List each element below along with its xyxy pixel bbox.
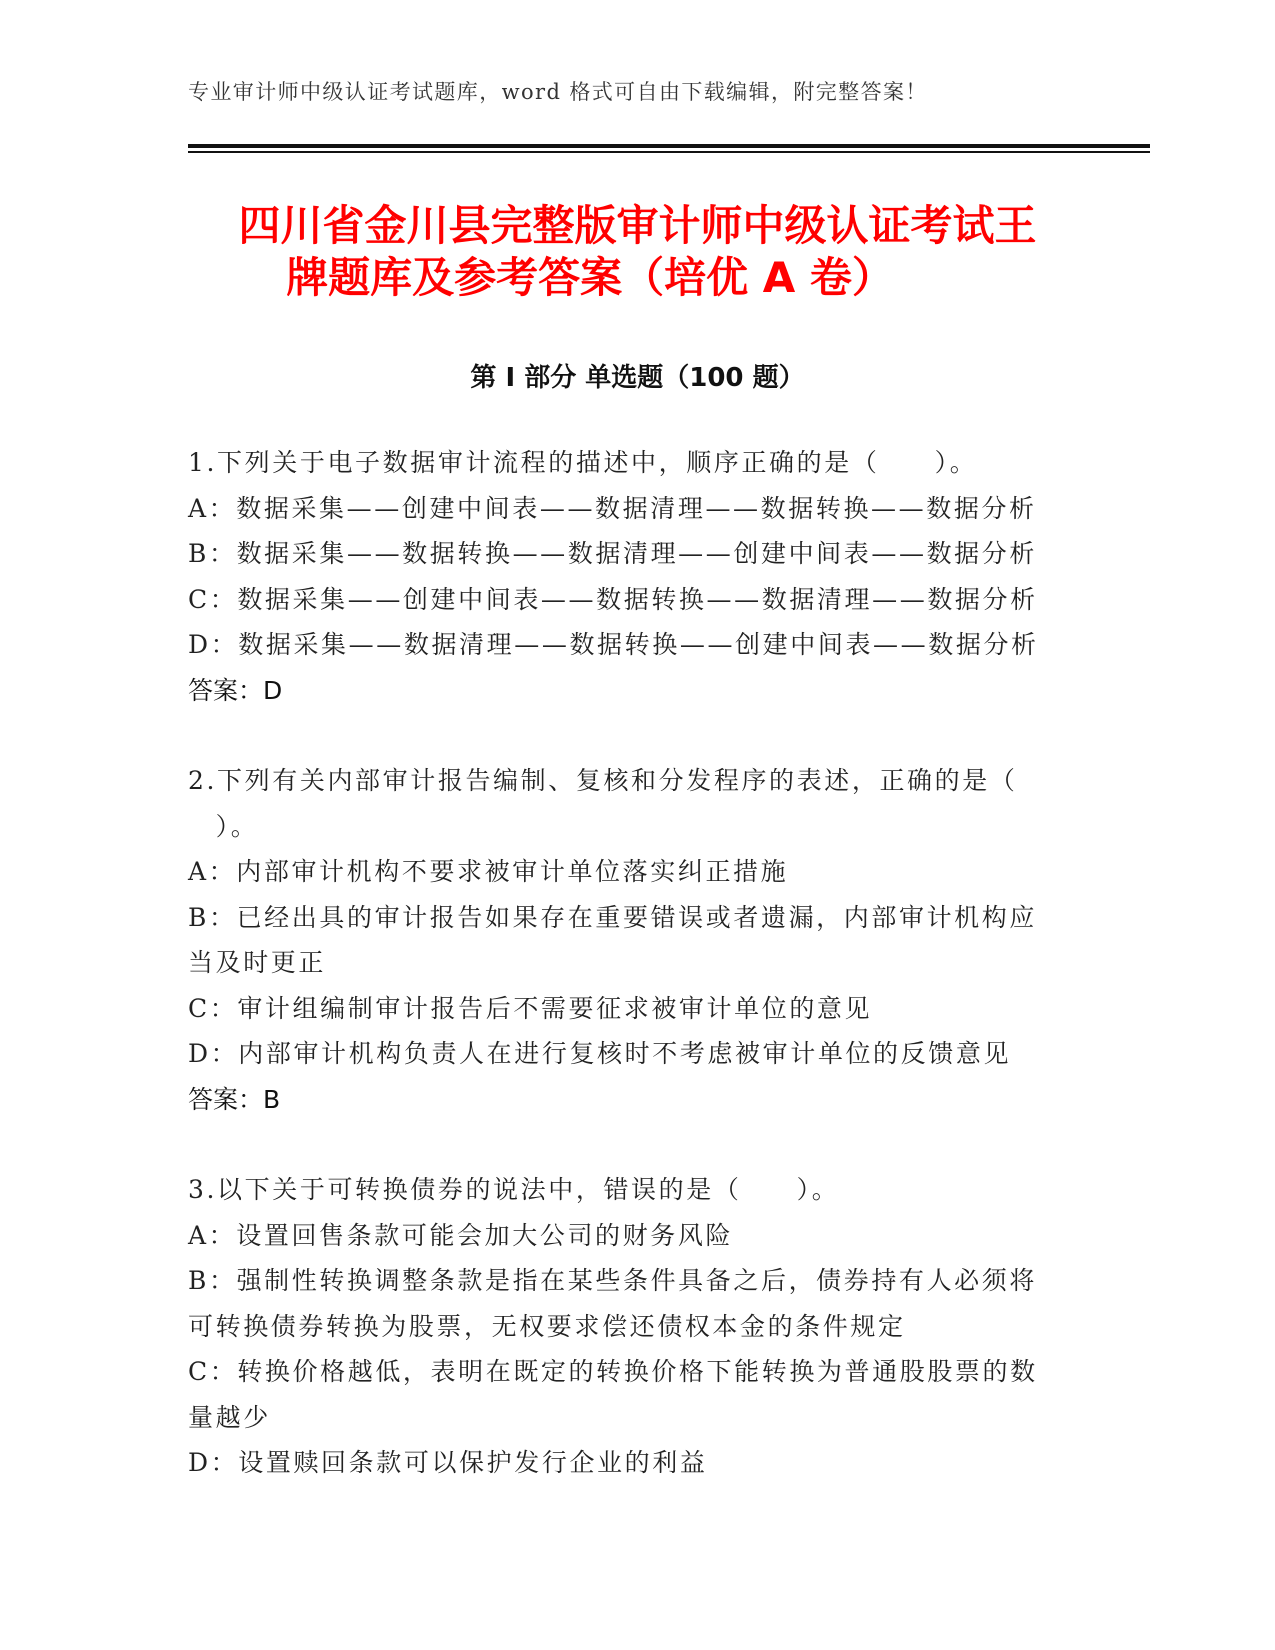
question-1 — [188, 440, 1088, 713]
header-rule-thick — [188, 144, 1150, 148]
option-c: C：审计组编制审计报告后不需要征求被审计单位的意见 — [188, 993, 873, 1023]
option-d: D：设置赎回条款可以保护发行企业的利益 — [188, 1448, 708, 1477]
header-rule-thin — [188, 151, 1150, 153]
document-title-line-2: 牌题库及参考答案（培优 A 卷） — [286, 253, 894, 302]
option-b: B：强制性转换调整条款是指在某些条件具备之后，债券持有人必须将 — [188, 1266, 1037, 1295]
question-stem: 2.下列有关内部审计报告编制、复核和分发程序的表述，正确的是（ — [188, 766, 1018, 795]
question-spacer — [188, 1122, 1088, 1167]
option-b-continued: 当及时更正 — [188, 948, 327, 977]
question-2 — [188, 758, 1088, 1122]
option-d: D：数据采集——数据清理——数据转换——创建中间表——数据分析 — [188, 630, 1039, 659]
option-c: C：转换价格越低，表明在既定的转换价格下能转换为普通股股票的数 — [188, 1357, 1038, 1386]
option-c-continued: 量越少 — [188, 1402, 271, 1432]
question-stem: 3.以下关于可转换债券的说法中，错误的是（ ）。 — [188, 1175, 840, 1204]
option-d: D：内部审计机构负责人在进行复核时不考虑被审计单位的反馈意见 — [188, 1039, 1012, 1068]
document-title-line-1: 四川省金川县完整版审计师中级认证考试王 — [238, 201, 1037, 250]
header-note: 专业审计师中级认证考试题库，word 格式可自由下载编辑，附完整答案！ — [188, 80, 928, 104]
option-c: C：数据采集——创建中间表——数据转换——数据清理——数据分析 — [188, 584, 1038, 614]
option-a: A：数据采集——创建中间表——数据清理——数据转换——数据分析 — [188, 493, 1037, 523]
answer-label: 答案：D — [188, 675, 283, 705]
option-b: B：数据采集——数据转换——数据清理——创建中间表——数据分析 — [188, 539, 1037, 568]
section-heading: 第 I 部分 单选题（100 题） — [470, 363, 805, 393]
question-3 — [188, 1167, 1088, 1486]
question-stem-continued: ）。 — [188, 811, 259, 841]
answer-label: 答案：B — [188, 1084, 281, 1114]
option-b: B：已经出具的审计报告如果存在重要错误或者遗漏，内部审计机构应 — [188, 902, 1037, 932]
option-a: A：设置回售条款可能会加大公司的财务风险 — [188, 1220, 734, 1250]
question-spacer — [188, 713, 1088, 758]
option-b-continued: 可转换债券转换为股票，无权要求偿还债权本金的条件规定 — [188, 1311, 906, 1341]
question-stem: 1.下列关于电子数据审计流程的描述中，顺序正确的是（ ）。 — [188, 448, 978, 477]
question-list — [188, 440, 1088, 1486]
option-a: A：内部审计机构不要求被审计单位落实纠正措施 — [188, 857, 789, 886]
